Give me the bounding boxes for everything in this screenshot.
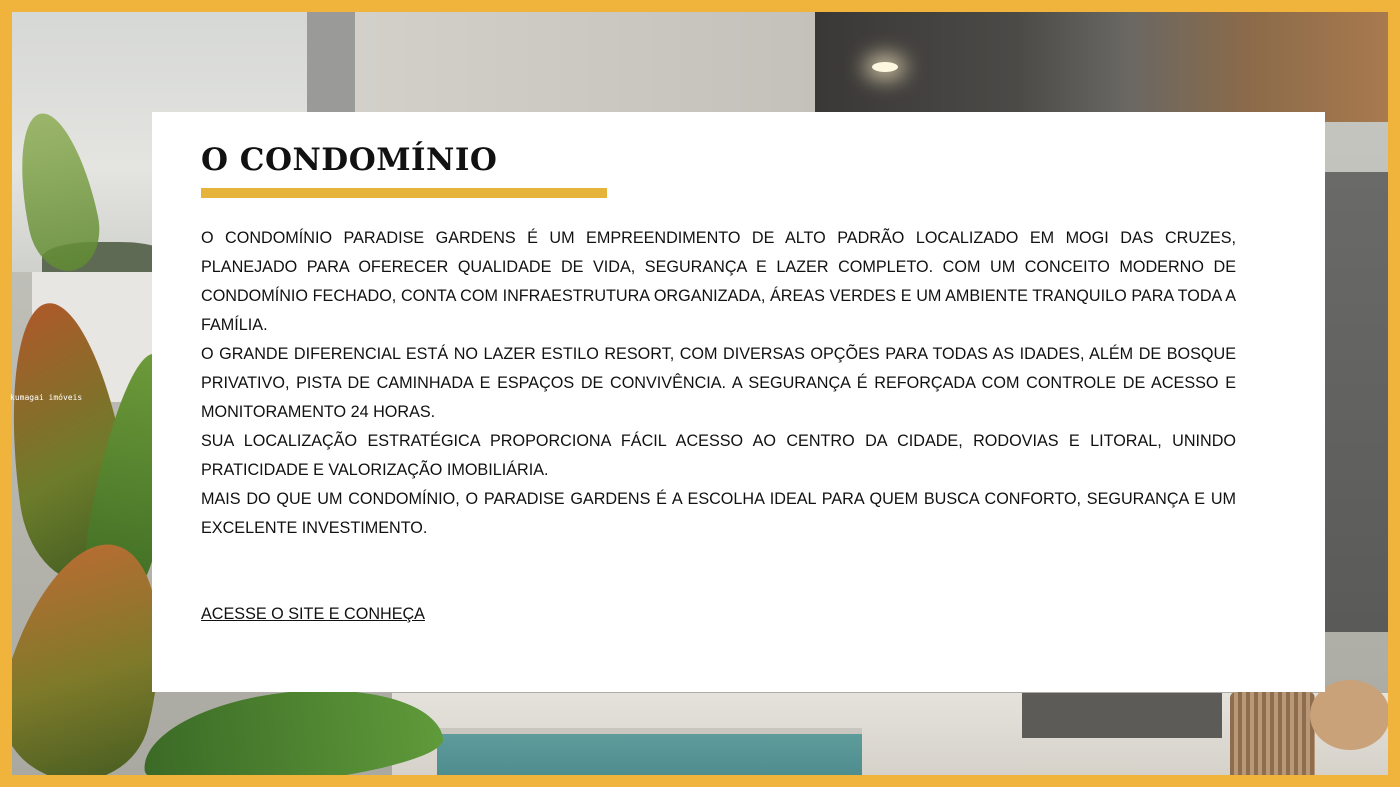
visit-site-link[interactable]: ACESSE O SITE E CONHEÇA [201, 605, 425, 623]
content-card [152, 112, 1325, 692]
ceiling-light [872, 62, 898, 72]
pillar [307, 12, 355, 122]
description-paragraph: MAIS DO QUE UM CONDOMÍNIO, O PARADISE GARDENS É A ESCOLHA IDEAL PARA QUEM BUSCA CONFORTO, SEGURANÇA E UM EXCELENTE INVESTIMENTO. [201, 490, 1236, 537]
description-paragraph: SUA LOCALIZAÇÃO ESTRATÉGICA PROPORCIONA FÁCIL ACESSO AO CENTRO DA CIDADE, RODOVIAS E LITORAL, UNINDO PRATICIDADE E VALORIZAÇÃO IMOBILIÁRIA. [201, 432, 1236, 479]
right-wall [1325, 172, 1388, 632]
stone-block [1022, 693, 1222, 738]
description-text [201, 224, 1236, 543]
description-paragraph: O CONDOMÍNIO PARADISE GARDENS É UM EMPREENDIMENTO DE ALTO PADRÃO LOCALIZADO EM MOGI DAS CRUZES, PLANEJADO PARA OFERECER QUALIDADE DE VIDA, SEGURANÇA E LAZER COMPLETO. COM UM CONCEITO MODERNO DE CONDOMÍNIO FECHADO, CONTA COM INFRAESTRUTURA ORGANIZADA, ÁREAS VERDES E UM AMBIENTE TRANQUILO PARA TODA A FAMÍLIA. [201, 229, 1236, 334]
wicker-chair [1230, 692, 1315, 775]
card-title: O CONDOMÍNIO [201, 142, 498, 178]
pool [437, 728, 862, 775]
watermark: kumagai imóveis [10, 393, 83, 402]
upper-wall [355, 12, 815, 122]
title-underline-bar [201, 188, 607, 198]
wooden-ceiling [815, 12, 1388, 122]
description-paragraph: O GRANDE DIFERENCIAL ESTÁ NO LAZER ESTILO RESORT, COM DIVERSAS OPÇÕES PARA TODAS AS IDADES, ALÉM DE BOSQUE PRIVATIVO, PISTA DE CAMINHADA E ESPAÇOS DE CONVIVÊNCIA. A SEGURANÇA É REFORÇADA COM CONTROLE DE ACESSO E MONITORAMENTO 24 HORAS. [201, 345, 1236, 421]
